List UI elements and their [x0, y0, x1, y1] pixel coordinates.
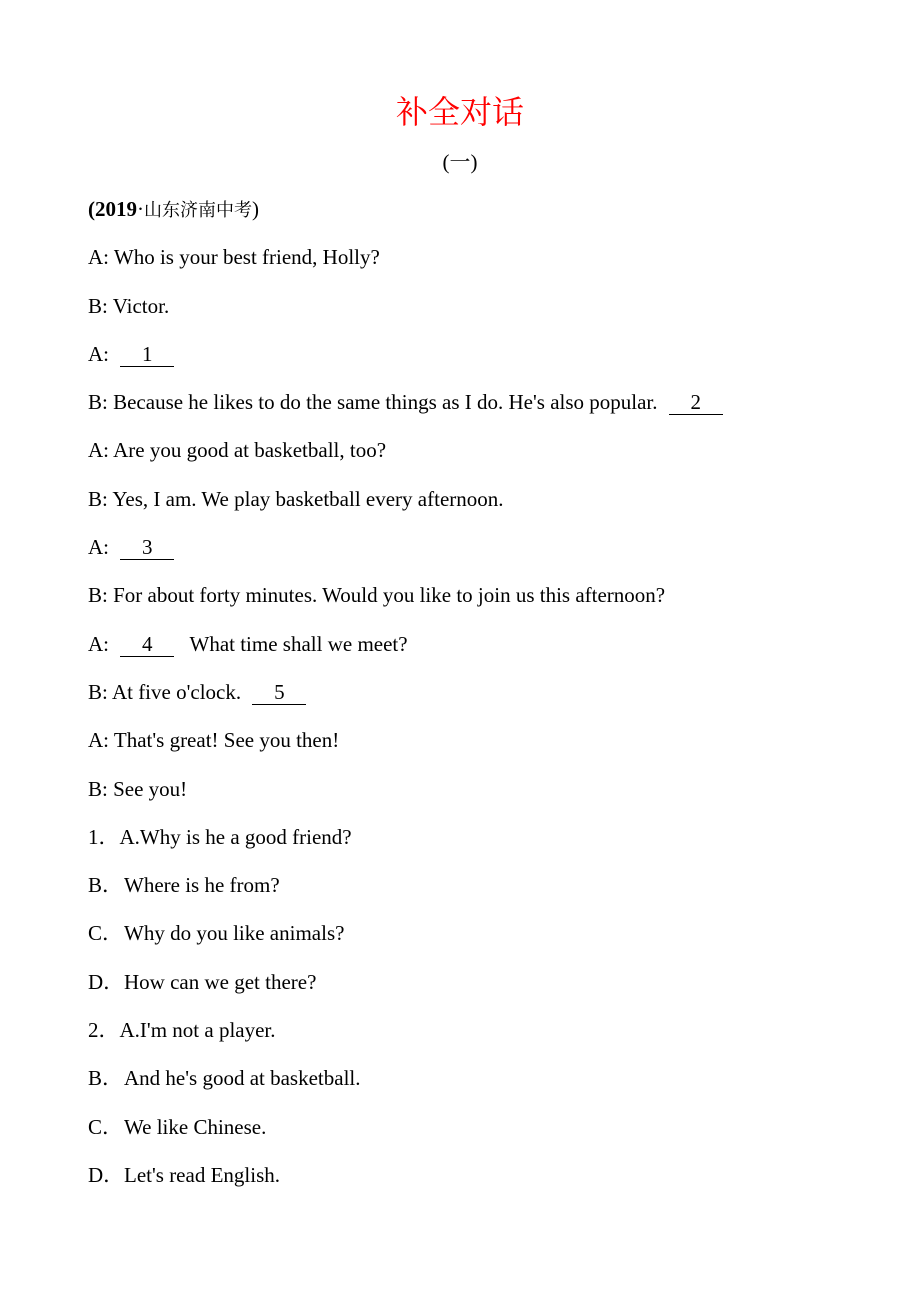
- question-1-option-b: [88, 869, 868, 917]
- question-1-option-c: [88, 917, 868, 965]
- speaker-label: B:: [88, 486, 108, 511]
- answer-blank-1: 1: [120, 342, 174, 367]
- dialogue-line: [88, 628, 868, 676]
- source-close: ): [252, 197, 259, 221]
- answer-blank-2: 2: [669, 390, 723, 415]
- dialogue-line: [88, 241, 868, 289]
- speaker-label: A:: [88, 728, 109, 753]
- option-label: B．: [88, 1066, 124, 1091]
- dialogue-line: [88, 386, 868, 434]
- dialogue-text: Because he likes to do the same things as I do. He's also popular.: [113, 390, 658, 415]
- page-title: 补全对话: [395, 93, 524, 131]
- option-label: A.: [119, 1018, 140, 1043]
- question-number: 2．: [88, 1018, 120, 1043]
- speaker-label: A:: [88, 341, 109, 366]
- answer-blank-5: 5: [252, 680, 306, 705]
- question-number: 1．: [88, 824, 120, 849]
- answer-blank-3: 3: [120, 535, 174, 560]
- dialogue-line: [88, 724, 868, 772]
- option-label: C．: [88, 921, 124, 946]
- speaker-label: B:: [88, 679, 108, 704]
- source-open: (: [88, 197, 95, 221]
- dialogue-text: Yes, I am. We play basketball every afternoon.: [112, 486, 504, 511]
- source-dot: ·: [137, 197, 144, 221]
- speaker-label: B:: [88, 390, 108, 415]
- dialogue-text: Who is your best friend, Holly?: [113, 245, 380, 270]
- dialogue-text: What time shall we meet?: [189, 631, 408, 656]
- option-text: And he's good at basketball.: [124, 1066, 361, 1091]
- dialogue-line: [88, 290, 868, 338]
- option-text: Let's read English.: [124, 1162, 280, 1187]
- question-2-option-c: [88, 1111, 868, 1159]
- speaker-label: A:: [88, 245, 109, 270]
- question-1-option-d: [88, 966, 868, 1014]
- speaker-label: B:: [88, 293, 108, 318]
- document-body: [88, 193, 868, 1207]
- dialogue-line: [88, 434, 868, 482]
- question-2-option-a: [88, 1014, 868, 1062]
- dialogue-text: See you!: [113, 776, 188, 801]
- speaker-label: A:: [88, 535, 109, 560]
- dialogue-text: For about forty minutes. Would you like to join us this afternoon?: [113, 583, 666, 608]
- speaker-label: B:: [88, 583, 108, 608]
- question-1-option-a: [88, 821, 868, 869]
- option-label: D．: [88, 969, 125, 994]
- dialogue-line: [88, 483, 868, 531]
- dialogue-line: [88, 579, 868, 627]
- source-year: 2019: [95, 197, 137, 221]
- source-line: [88, 193, 868, 241]
- dialogue-text: Are you good at basketball, too?: [113, 438, 387, 463]
- option-text: How can we get there?: [124, 969, 317, 994]
- dialogue-text: At five o'clock.: [111, 679, 242, 704]
- question-2-option-d: [88, 1159, 868, 1207]
- question-2-option-b: [88, 1062, 868, 1110]
- dialogue-line: [88, 531, 868, 579]
- section-subtitle: (一): [442, 150, 478, 174]
- speaker-label: A:: [88, 438, 109, 463]
- option-text: Why is he a good friend?: [139, 824, 352, 849]
- option-text: Where is he from?: [124, 873, 280, 898]
- source-place: 山东济南中考: [144, 200, 252, 221]
- dialogue-line: [88, 773, 868, 821]
- option-label: C．: [88, 1114, 124, 1139]
- speaker-label: B:: [88, 776, 108, 801]
- option-label: B．: [88, 873, 124, 898]
- option-label: A.: [119, 824, 140, 849]
- option-text: I'm not a player.: [139, 1018, 276, 1043]
- option-text: Why do you like animals?: [124, 921, 345, 946]
- option-label: D．: [88, 1162, 125, 1187]
- dialogue-text: That's great! See you then!: [113, 728, 340, 753]
- speaker-label: A:: [88, 631, 109, 656]
- option-text: We like Chinese.: [124, 1114, 267, 1139]
- dialogue-line: [88, 676, 868, 724]
- dialogue-text: Victor.: [112, 293, 170, 318]
- dialogue-line: [88, 338, 868, 386]
- answer-blank-4: 4: [120, 632, 174, 657]
